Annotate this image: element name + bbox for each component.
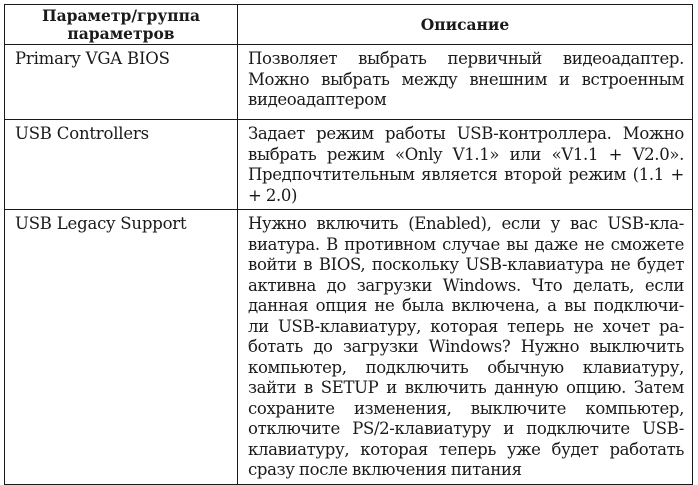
description-line: видеоадаптером xyxy=(248,90,387,109)
description-cell xyxy=(238,120,693,210)
description-line: Нужно включить (Enabled), если у вас USB-кла- xyxy=(248,214,684,233)
table-row xyxy=(5,45,693,120)
description-line: ли USB-клавиатуру, которая теперь не хочет ра- xyxy=(248,316,684,336)
description-line: сразу после включения питания xyxy=(248,460,522,479)
param-cell: USB Legacy Support xyxy=(5,210,238,485)
param-cell: USB Controllers xyxy=(5,120,238,210)
description-line: клавиатуру, которая теперь уже будет работать xyxy=(248,439,684,459)
description-line: + 2.0) xyxy=(248,185,298,205)
description-line: ботать до загрузки Windows? Нужно выключить xyxy=(248,337,684,356)
table-header-row xyxy=(5,5,693,45)
description-line: Предпочтительным является второй режим (1.1 + xyxy=(248,165,684,184)
description-line: активна до загрузки Windows. Что делать, если xyxy=(248,275,684,295)
header-parameter-group xyxy=(5,5,238,45)
bios-parameters-table xyxy=(4,4,693,485)
param-cell: Primary VGA BIOS xyxy=(5,45,238,120)
description-cell xyxy=(238,210,693,485)
description-line: отключите PS/2-клавиатуру и подключите USB- xyxy=(248,419,684,438)
header-description: Описание xyxy=(238,5,693,45)
table-row xyxy=(5,210,693,485)
description-line: Задает режим работы USB-контроллера. Можно xyxy=(248,124,684,143)
header-parameter-line2: параметров xyxy=(67,23,175,43)
description-line: войти в BIOS, поскольку USB-клавиатура не будет xyxy=(248,255,684,274)
table-row xyxy=(5,120,693,210)
description-line: выбрать режим «Only V1.1» или «V1.1 + V2.0». xyxy=(248,144,684,164)
description-line: виатура. В противном случае вы даже не сможете xyxy=(248,234,684,254)
description-line: сохраните изменения, выключите компьютер, xyxy=(248,398,684,418)
description-line: компьютер, подключить обычную клавиатуру, xyxy=(248,357,684,377)
description-line: данная опция не была включена, а вы подключи- xyxy=(248,296,684,315)
description-line: Можно выбрать между внешним и встроенным xyxy=(248,69,684,89)
description-cell xyxy=(238,45,693,120)
description-line: Позволяет выбрать первичный видеоадаптер. xyxy=(248,49,684,68)
description-line: зайти в SETUP и включить данную опцию. Затем xyxy=(248,378,684,397)
header-parameter-line1: Параметр/группа xyxy=(42,5,200,25)
